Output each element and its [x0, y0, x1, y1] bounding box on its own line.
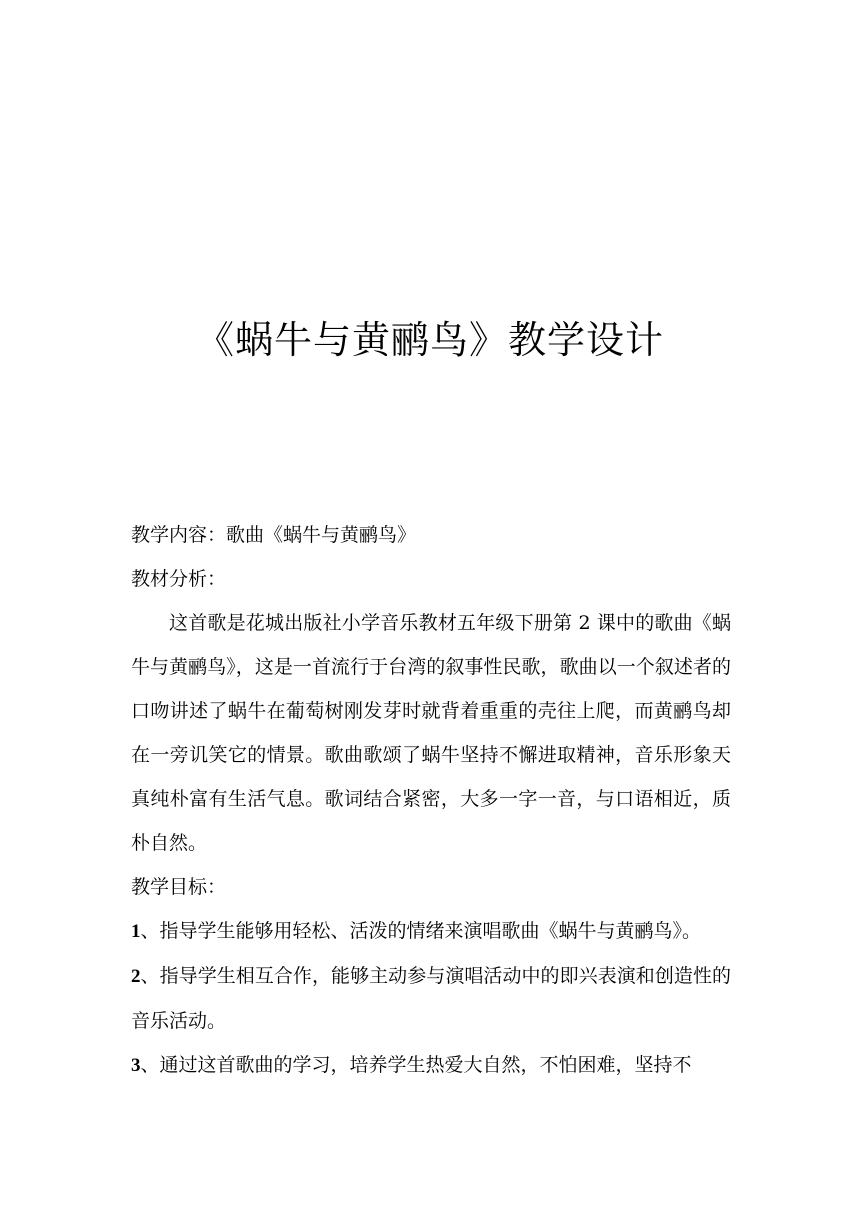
objective-text: 、通过这首歌曲的学习，培养学生热爱大自然，不怕困难，坚持不 — [140, 1054, 692, 1076]
material-analysis-heading: 教材分析： — [131, 568, 227, 590]
objective-item — [131, 954, 731, 1043]
objective-item — [131, 1043, 731, 1088]
teaching-content-line: 教学内容：歌曲《蜗牛与黄鹂鸟》 — [131, 524, 417, 546]
document-title: 《蜗牛与黄鹂鸟》教学设计 — [195, 318, 664, 362]
objective-text: 、指导学生相互合作，能够主动参与演唱活动中的即兴表演和创造性的音乐活动。 — [131, 965, 731, 1032]
objective-number: 2 — [131, 966, 141, 987]
teaching-objectives-heading: 教学目标： — [131, 876, 227, 898]
objective-number: 3 — [131, 1055, 141, 1076]
objective-item — [131, 909, 731, 954]
objective-number: 1 — [131, 921, 141, 942]
material-analysis-paragraph: 这首歌是花城出版社小学音乐教材五年级下册第 2 课中的歌曲《蜗牛与黄鹂鸟》，这是一首流行于台湾的叙事性民歌，歌曲以一个叙述者的口吻讲述了蜗牛在葡萄树刚发芽时就背着重重的壳往上爬，而黄鹂鸟却在一旁讥笑它的情景。歌曲歌颂了蜗牛坚持不懈进取精神，音乐形象天真纯朴富有生活气息。歌词结合紧密，大多一字一音，与口语相近，质朴自然。 — [131, 612, 731, 854]
document-body — [131, 513, 731, 1088]
objective-text: 、指导学生能够用轻松、活泼的情绪来演唱歌曲《蜗牛与黄鹂鸟》。 — [140, 920, 702, 942]
